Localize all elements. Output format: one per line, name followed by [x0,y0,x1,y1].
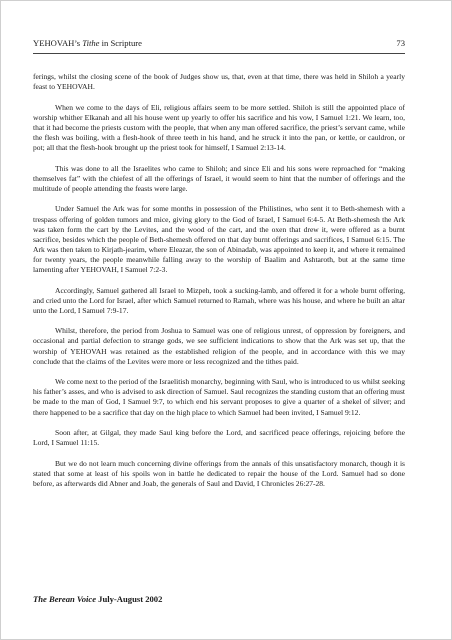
paragraph-8: Soon after, at Gilgal, they made Saul king before the Lord, and sacrificed peace offerings, rejoicing before the Lord, I Samuel 11:15. [33,428,405,448]
paragraph-5: Accordingly, Samuel gathered all Israel to Mizpeh, took a sucking-lamb, and offered it for a whole burnt offering, and cried unto the Lord for Israel, after which Samuel returned to Ramah, where was his house, and where he built an altar unto the Lord, I Samuel 7:9-17. [33,285,405,315]
running-title [33,38,142,49]
running-footer [33,594,162,604]
paragraph-1: ferings, whilst the closing scene of the book of Judges show us, that, even at that time, there was held in Shiloh a yearly feast to YEHOVAH. [33,72,405,92]
paragraph-4: Under Samuel the Ark was for some months in possession of the Philistines, who sent it to Beth-shemesh with a trespass offering of golden tumors and mice, giving glory to the God of Israel, I Samuel 6:4-5. At Beth-shemesh the Ark was taken form the cart by the Levites, and the wood of the cart, and the oxen that drew it, were offered as a burnt sacrifice, besides which the people of Beth-shemesh offered on that day burnt offerings and sacrifices, I Samuel 6:15. The Ark was then taken to Kirjath-jearim, where Eleazar, the son of Abinadab, was appointed to keep it, and where it remained for twenty years, the people meanwhile falling away to the worship of Baalim and Ashtaroth, but at the same time lamenting after YEHOVAH, I Samuel 7:2-3. [33,204,405,274]
page-number: 73 [396,38,405,48]
running-header [33,38,405,54]
document-page [33,38,405,500]
paragraph-2: When we come to the days of Eli, religious affairs seem to be more settled. Shiloh is still the appointed place of worship whither Elkanah and all his house went up yearly to offer his sacrifice and his vow, I Samuel 1:21. We learn, too, that it had become the priests custom with the people, that when any man offered sacrifice, the priest’s servant came, while the flesh was boiling, with a flesh-hook of three teeth in his hand, and he struck it into the pan, or kettle, or cauldron, or pot; all that the flesh-hook brought up the priest took for himself, I Samuel 2:13-14. [33,102,405,153]
paragraph-7: We come next to the period of the Israelitish monarchy, beginning with Saul, who is introduced to us whilst seeking his father’s asses, and who is advised to ask direction of Samuel. Saul recognizes the standing custom that an offering must be made to the man of God, I Samuel 9:7, to which end his servant proposes to give a quarter of a shekel of silver; and there happened to be a sacrifice that day on the high place to which Samuel had been invited, I Samuel 9:12. [33,377,405,417]
running-title-prefix: YEHOVAH’s [33,38,83,48]
body-text [33,72,405,489]
paragraph-6: Whilst, therefore, the period from Joshua to Samuel was one of religious unrest, of oppression by foreigners, and occasional and partial defection to strange gods, we see sufficient indications to show that the Ark was set up, that the worship of YEHOVAH was retained as the established religion of the people, and in accordance with this we may conclude that the claims of the Levites were more or less recognized and the tithes paid. [33,326,405,366]
publication-name: The Berean Voice [33,594,97,604]
running-title-italic: Tithe [82,38,100,48]
paragraph-3: This was done to all the Israelites who came to Shiloh; and since Eli and his sons were reproached for “making themselves fat” with the chiefest of all the offerings of Israel, it would seem to hint that the number of offerings and the multitude of people attending the feasts were large. [33,163,405,193]
paragraph-9: But we do not learn much concerning divine offerings from the annals of this unsatisfactory monarch, though it is stated that some at least of his spoils won in battle he dedicated to repair the house of the Lord. Samuel had so done before, as afterwards did Abner and Joab, the generals of Saul and David, I Chronicles 26:27-28. [33,458,405,488]
running-title-suffix: in Scripture [99,38,142,48]
issue-date: July-August 2002 [96,594,163,604]
